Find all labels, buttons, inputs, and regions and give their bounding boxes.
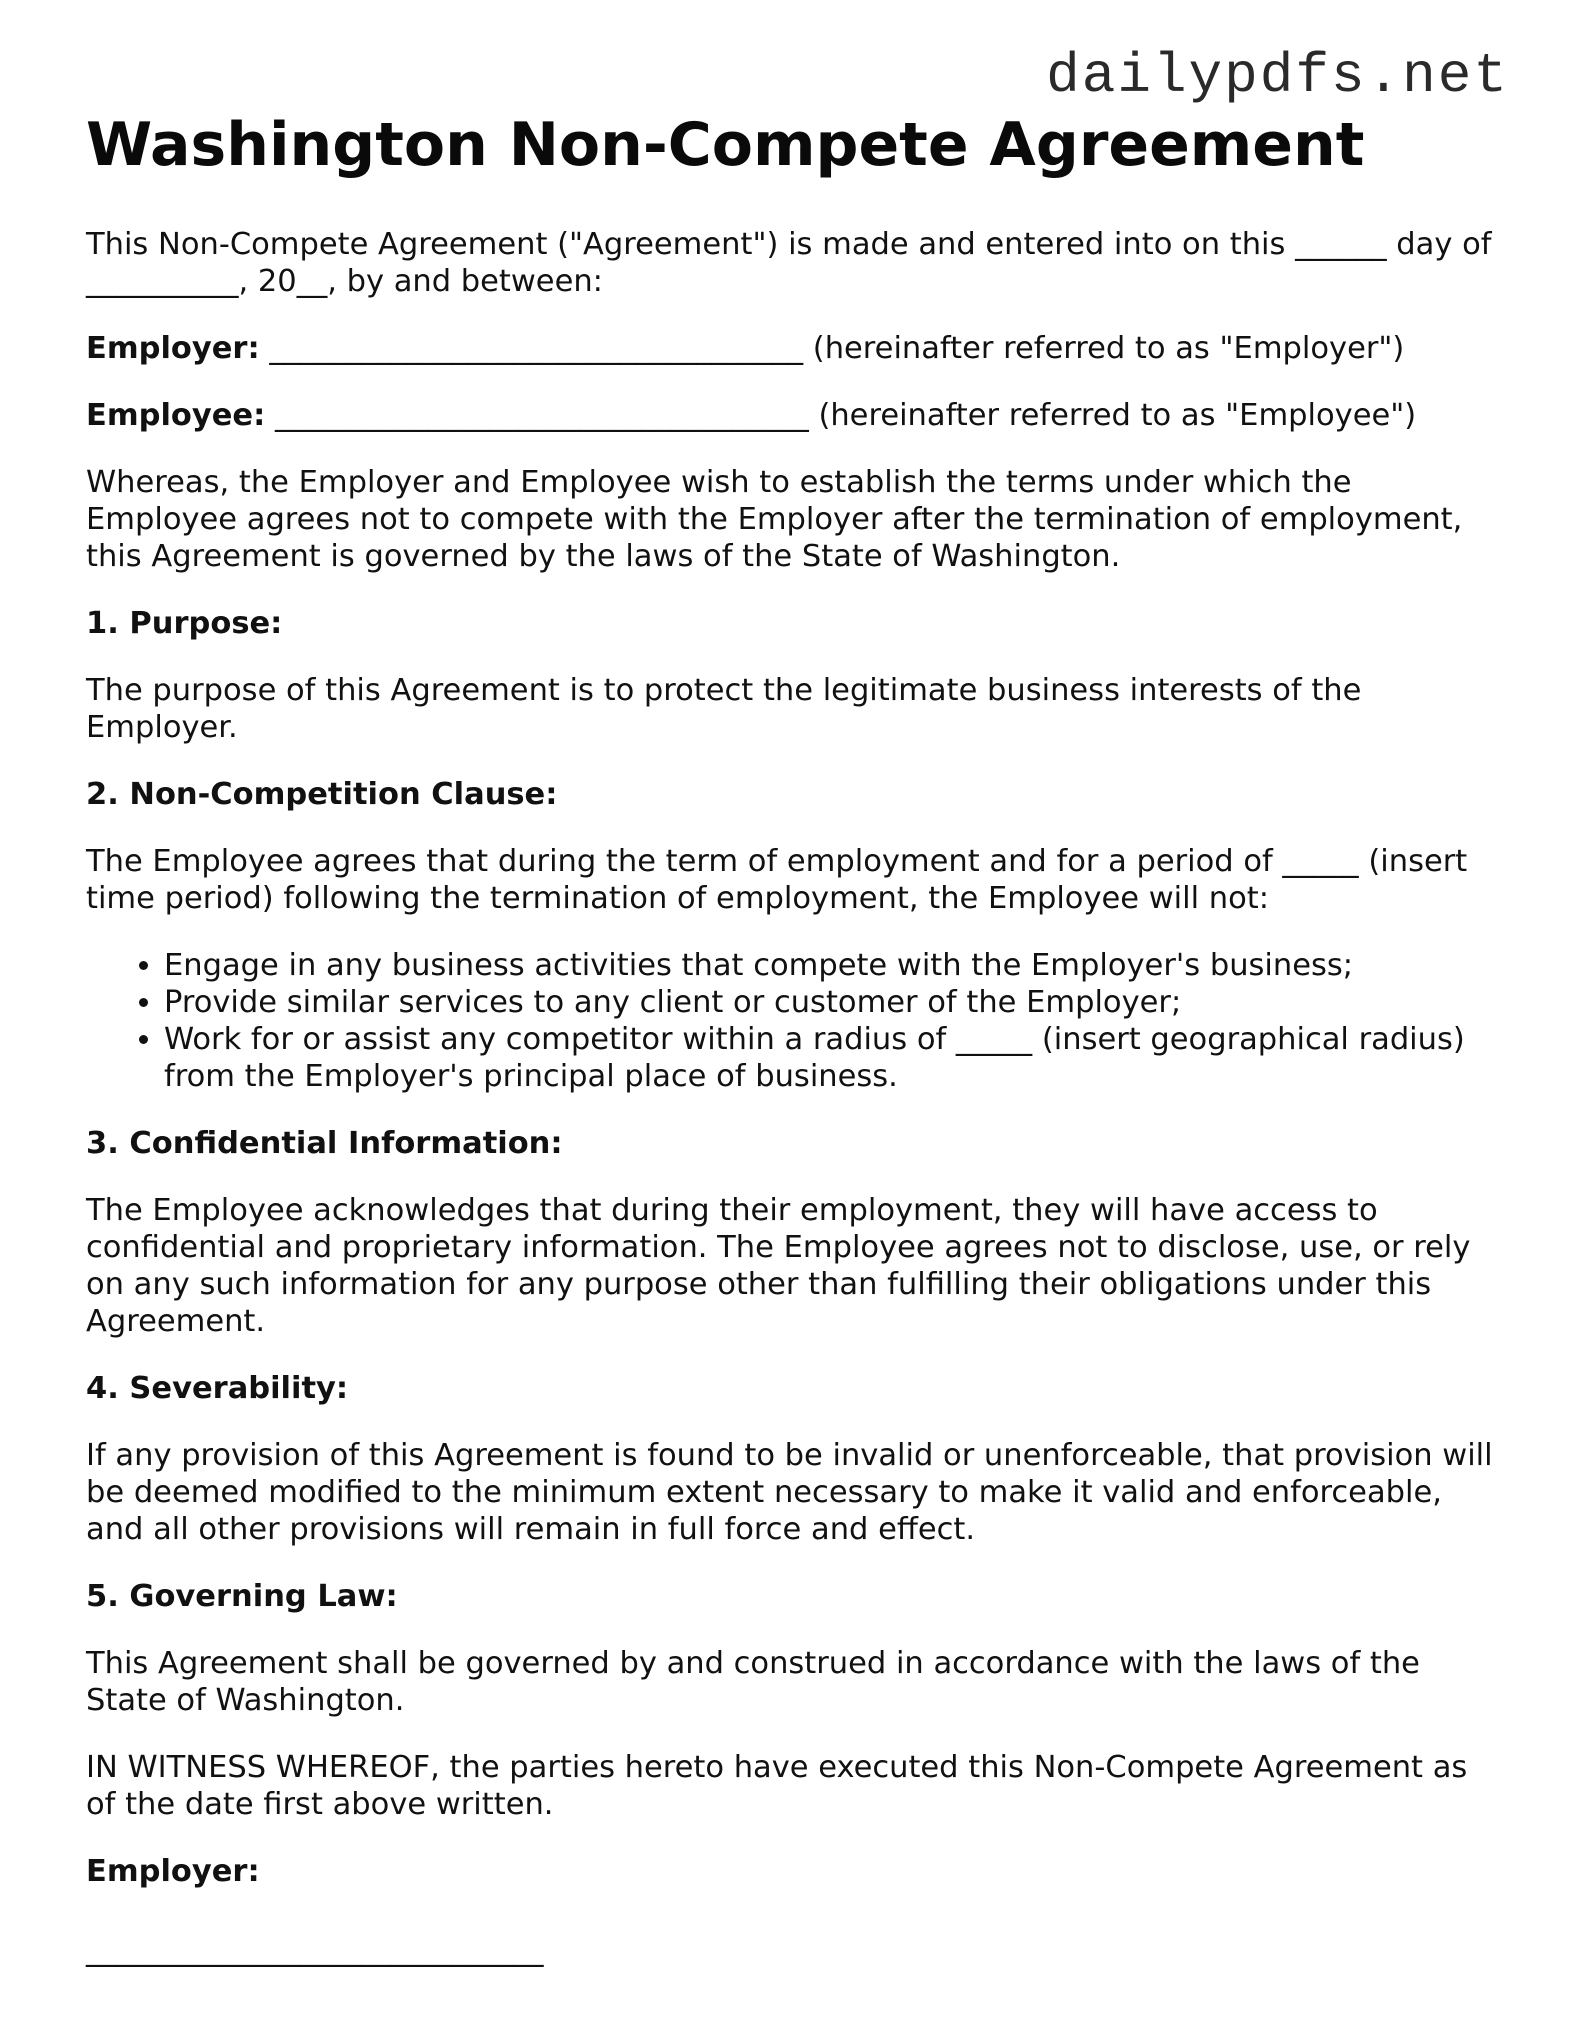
signature-line: ______________________________ bbox=[86, 1933, 544, 1968]
employer-party-text: ___________________________________ (hereinafter referred to as "Employer") bbox=[259, 331, 1405, 366]
list-item: • Provide similar services to any client or customer of the Employer; bbox=[164, 984, 1506, 1021]
watermark: dailypdfs.net bbox=[1046, 44, 1509, 108]
document-title: Washington Non-Compete Agreement bbox=[86, 110, 1365, 180]
section-body-non-competition: The Employee agrees that during the term of employment and for a period of _____ (insert time period) following the termination of employment, the Employee will not: bbox=[86, 844, 1468, 916]
section-heading-purpose: 1. Purpose: bbox=[86, 606, 283, 641]
employee-party-label: Employee: bbox=[86, 398, 266, 433]
section-body-severability: If any provision of this Agreement is found to be invalid or unenforceable, that provision will be deemed modified to the minimum extent necessary to make it valid and enforceable, and all other provisions will remain in full force and effect. bbox=[86, 1438, 1493, 1547]
list-item: • Work for or assist any competitor within a radius of _____ (insert geographical radius) from the Employer's principal place of business. bbox=[164, 1021, 1506, 1095]
whereas-paragraph: Whereas, the Employer and Employee wish to establish the terms under which the Employee agrees not to compete with the Employer after the termination of employment, this Agreement is governed by the laws of the State of Washington. bbox=[86, 465, 1463, 574]
employee-party-text: ___________________________________ (hereinafter referred to as "Employee") bbox=[265, 398, 1417, 433]
employer-party-line bbox=[86, 330, 1506, 367]
witness-paragraph: IN WITNESS WHEREOF, the parties hereto have executed this Non-Compete Agreement as of the date first above written. bbox=[86, 1750, 1468, 1822]
intro-paragraph: This Non-Compete Agreement ("Agreement") is made and entered into on this ______ day of __________, 20__, by and between: bbox=[86, 227, 1492, 299]
section-heading-non-competition: 2. Non-Competition Clause: bbox=[86, 777, 558, 812]
section-body-governing-law: This Agreement shall be governed by and construed in accordance with the laws of the State of Washington. bbox=[86, 1646, 1420, 1718]
section-body-purpose: The purpose of this Agreement is to protect the legitimate business interests of the Employer. bbox=[86, 673, 1362, 745]
non-competition-list bbox=[86, 947, 1506, 1095]
document-page bbox=[86, 112, 1506, 1969]
signature-label: Employer: bbox=[86, 1854, 260, 1889]
section-body-confidential: The Employee acknowledges that during their employment, they will have access to confidential and proprietary information. The Employee agrees not to disclose, use, or rely on any such information for any purpose other than fulfilling their obligations under this Agreement. bbox=[86, 1193, 1471, 1339]
list-item: • Engage in any business activities that compete with the Employer's business; bbox=[164, 947, 1506, 984]
section-heading-confidential: 3. Confidential Information: bbox=[86, 1126, 563, 1161]
section-heading-governing-law: 5. Governing Law: bbox=[86, 1579, 398, 1614]
employee-party-line bbox=[86, 397, 1506, 434]
section-heading-severability: 4. Severability: bbox=[86, 1371, 349, 1406]
employer-party-label: Employer: bbox=[86, 331, 260, 366]
